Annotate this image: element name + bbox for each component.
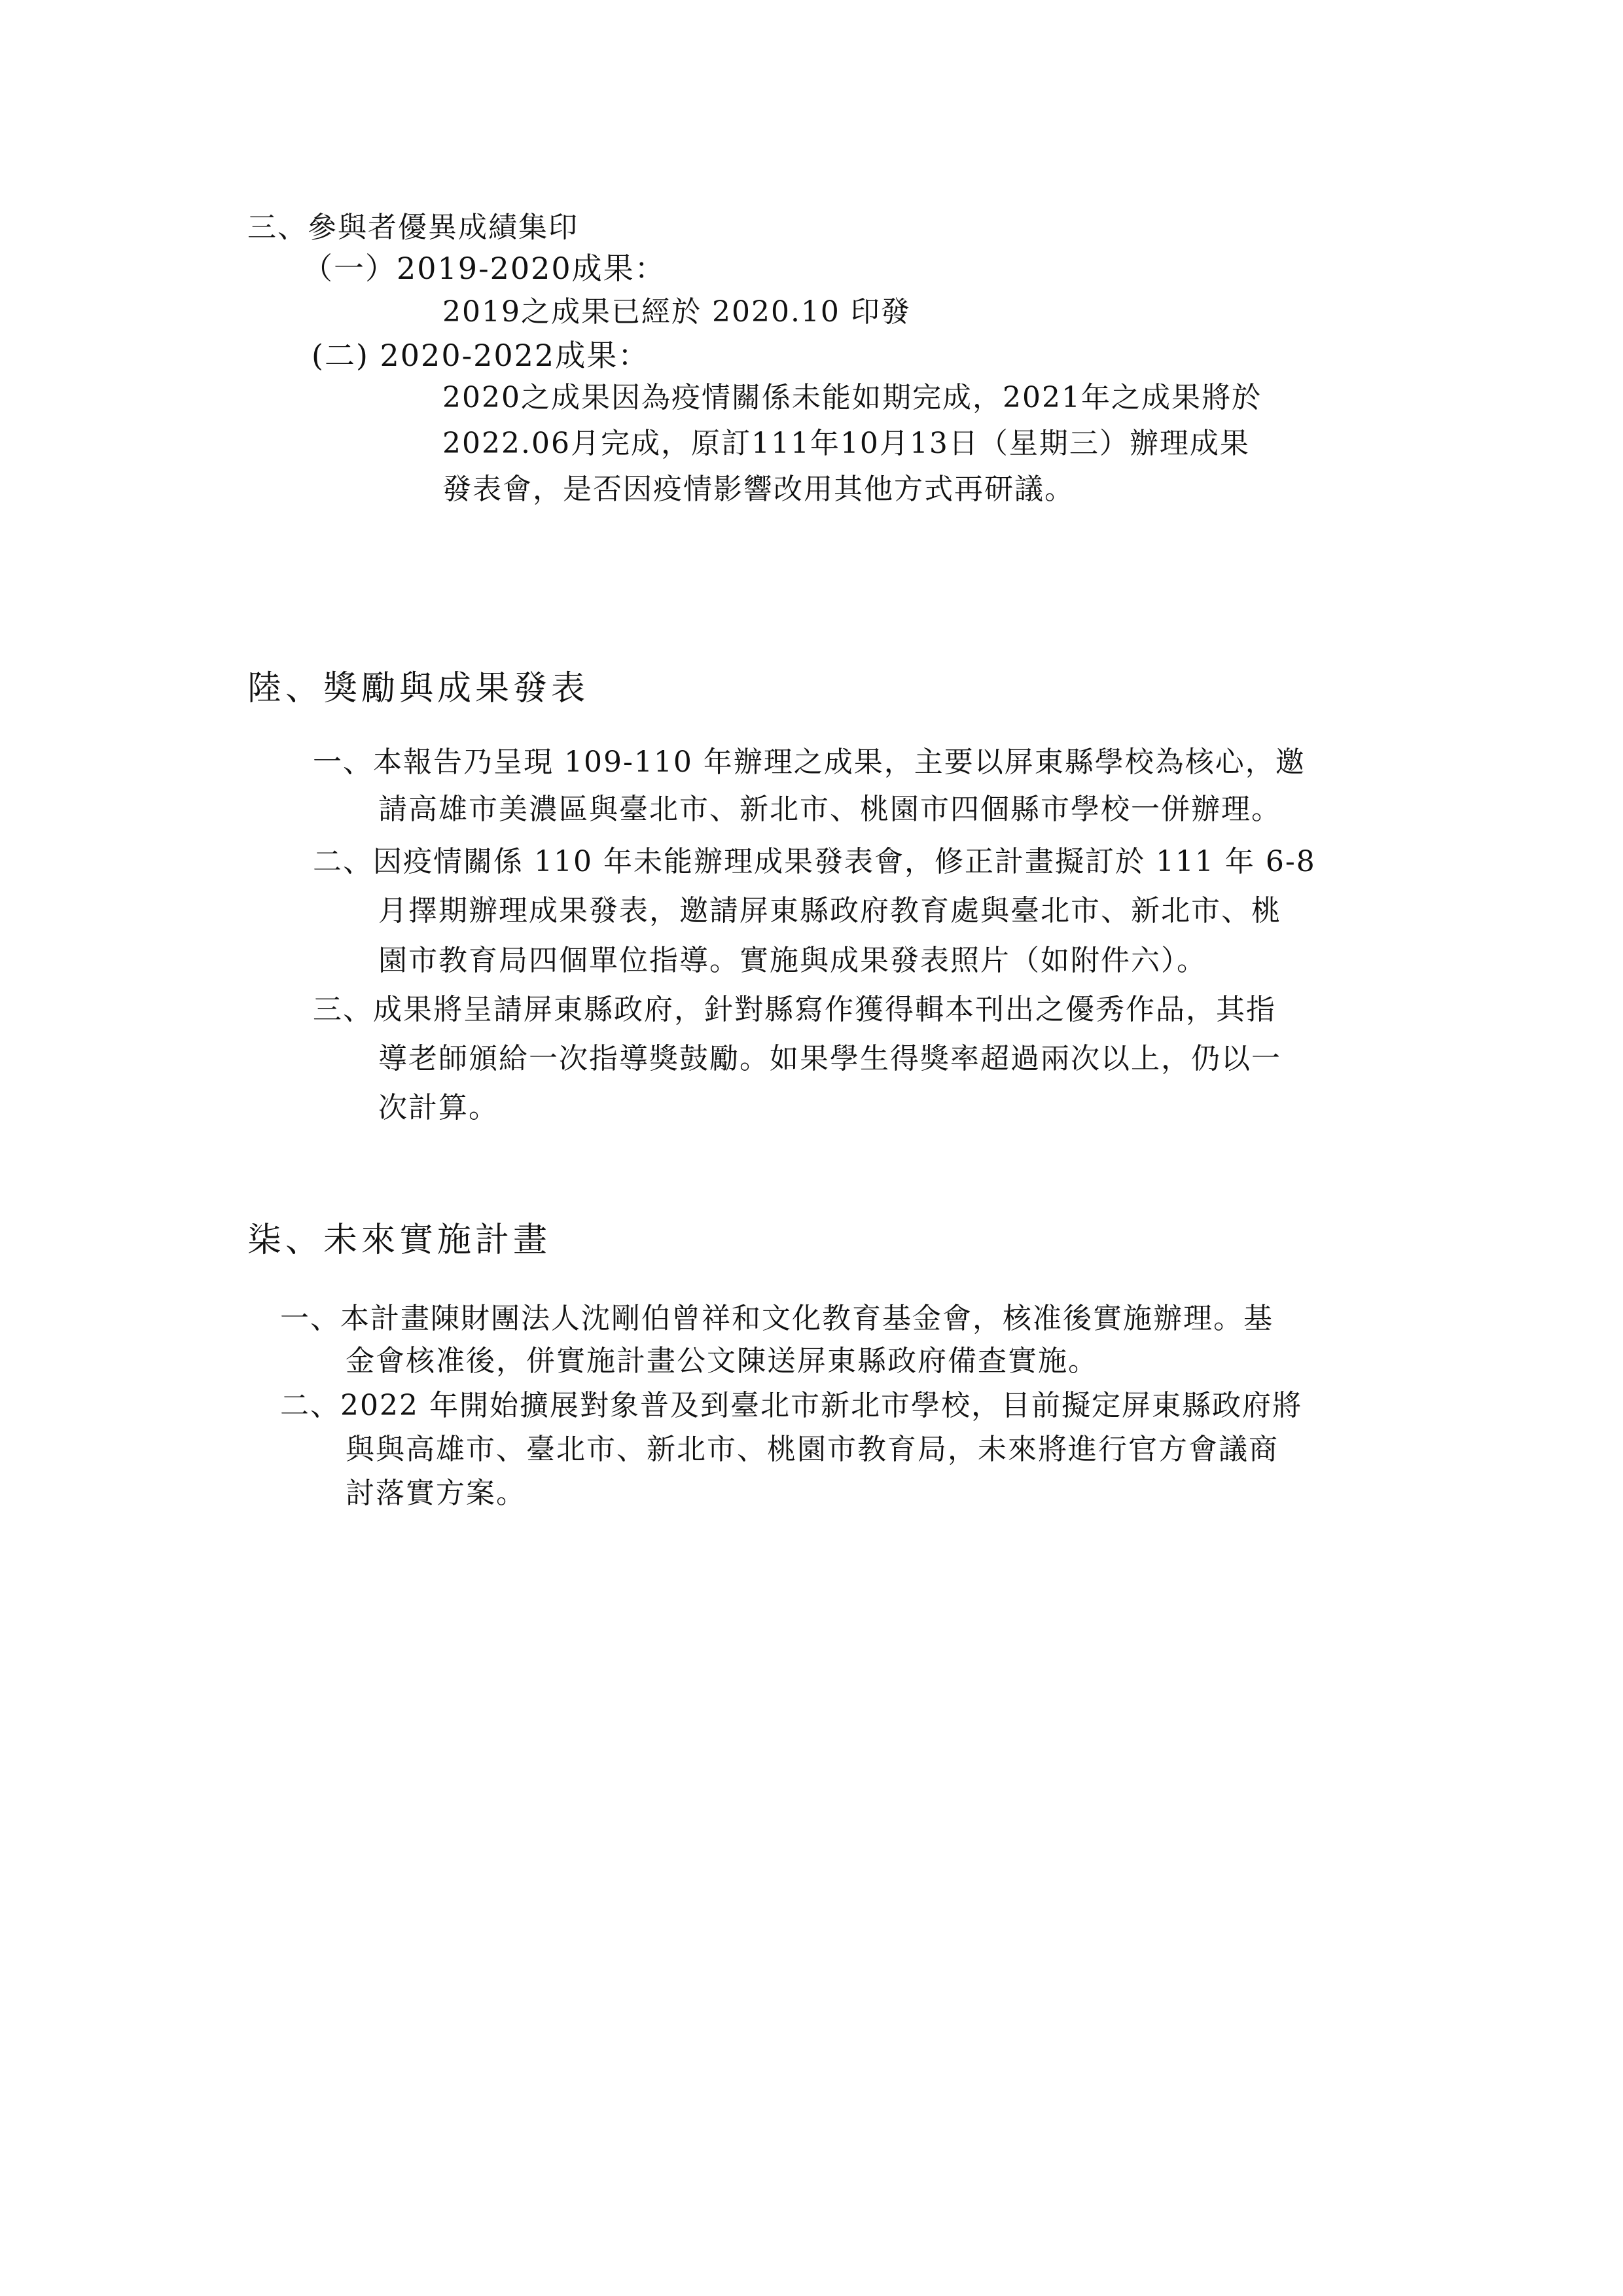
section-six-heading: 陸、獎勵與成果發表 xyxy=(247,669,590,708)
section-six-item-line: 三、成果將呈請屏東縣政府，針對縣寫作獲得輯本刊出之優秀作品，其指 xyxy=(313,993,1276,1026)
section-seven-item-line: 與與高雄市、臺北市、新北市、桃園市教育局，未來將進行官方會議商 xyxy=(346,1433,1279,1466)
section-three-item2-line: 2020之成果因為疫情關係未能如期完成，2021年之成果將於 xyxy=(442,381,1262,414)
section-three-heading: 三、參與者優異成績集印 xyxy=(247,211,579,244)
section-six-item-line: 次計算。 xyxy=(378,1091,499,1124)
section-six-item-line: 月擇期辦理成果發表，邀請屏東縣政府教育處與臺北市、新北市、桃 xyxy=(378,894,1281,927)
section-three-item2-line: 發表會，是否因疫情影響改用其他方式再研議。 xyxy=(442,473,1075,506)
section-six-item-line: 請高雄市美濃區與臺北市、新北市、桃園市四個縣市學校一併辦理。 xyxy=(378,793,1281,826)
section-three-item2-line: 2022.06月完成，原訂111年10月13日（星期三）辦理成果 xyxy=(442,427,1250,460)
section-seven-heading: 柒、未來實施計畫 xyxy=(247,1221,552,1260)
section-seven-item-line: 二、2022 年開始擴展對象普及到臺北市新北市學校，目前擬定屏東縣政府將 xyxy=(280,1389,1302,1422)
section-seven-item-line: 金會核准後，併實施計畫公文陳送屏東縣政府備查實施。 xyxy=(346,1344,1098,1378)
section-six-item-line: 一、本報告乃呈現 109-110 年辦理之成果，主要以屏東縣學校為核心，邀 xyxy=(313,745,1306,779)
section-seven-item-line: 一、本計畫陳財團法人沈剛伯曾祥和文化教育基金會，核准後實施辦理。基 xyxy=(280,1302,1274,1335)
section-three-item1-title: （一）2019-2020成果： xyxy=(302,251,666,286)
section-six-item-line: 二、因疫情關係 110 年未能辦理成果發表會，修正計畫擬訂於 111 年 6-8 xyxy=(313,845,1316,878)
section-three-item2-title: (二) 2020-2022成果： xyxy=(312,338,650,373)
section-six-item-line: 園市教育局四個單位指導。實施與成果發表照片（如附件六）。 xyxy=(378,944,1207,977)
section-six-item-line: 導老師頒給一次指導獎鼓勵。如果學生得獎率超過兩次以上，仍以一 xyxy=(378,1042,1281,1075)
section-seven-item-line: 討落實方案。 xyxy=(346,1477,526,1510)
section-three-item1-text: 2019之成果已經於 2020.10 印發 xyxy=(442,295,911,329)
